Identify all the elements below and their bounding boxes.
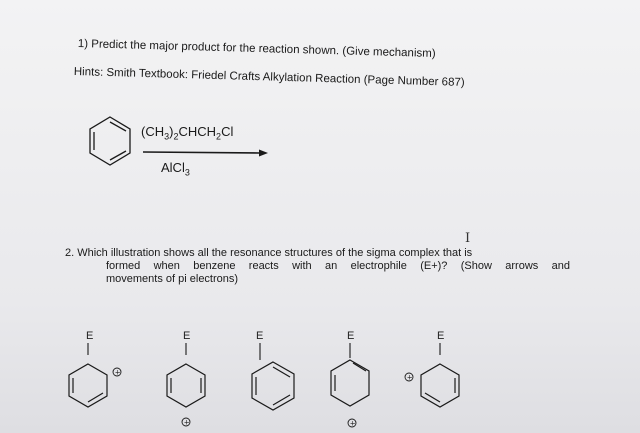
electrophile-label-3: E bbox=[256, 330, 264, 342]
svg-text:+: + bbox=[114, 368, 121, 377]
electrophile-label-1: E bbox=[86, 330, 94, 342]
reagent-catalyst: AlCl$_3$ bbox=[161, 160, 190, 178]
electrophile-label-4: E bbox=[347, 330, 355, 342]
resonance-option-1 bbox=[69, 330, 121, 407]
electrophile-label-2: E bbox=[183, 330, 191, 342]
svg-text:+: + bbox=[349, 419, 356, 428]
question-2-text: 2. Which illustration shows all the resonance structures of the sigma complex that is formed when benzene reacts with an electrophile (E+)? (Show arrows and movements of pi electrons) bbox=[65, 247, 570, 285]
reaction-arrow bbox=[143, 150, 268, 157]
resonance-option-4 bbox=[331, 330, 369, 428]
text-cursor-icon: I bbox=[465, 231, 471, 246]
benzene-structure bbox=[90, 117, 130, 165]
resonance-option-5 bbox=[405, 330, 459, 407]
svg-text:+: + bbox=[183, 418, 190, 427]
resonance-option-3 bbox=[252, 330, 294, 410]
svg-text:+: + bbox=[406, 373, 413, 382]
reagent-alkyl-halide: $(CH_3)_2CHCH_2Cl$ bbox=[141, 124, 234, 142]
electrophile-label-5: E bbox=[437, 330, 445, 342]
hint-text: Hints: Smith Textbook: Friedel Crafts Alkylation Reaction (Page Number 687) bbox=[73, 66, 465, 89]
question-1-text: 1) Predict the major product for the reaction shown. (Give mechanism) bbox=[77, 38, 436, 60]
resonance-option-2 bbox=[167, 330, 205, 427]
